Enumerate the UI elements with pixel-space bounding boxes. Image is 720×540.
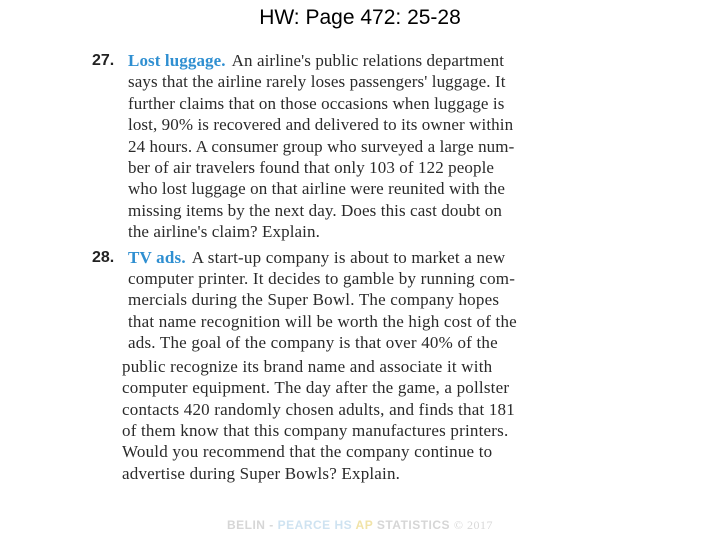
problem-line: Would you recommend that the company continue to xyxy=(122,442,493,462)
problem-line: mercials during the Super Bowl. The company hopes xyxy=(128,290,500,310)
problem-title: TV ads. xyxy=(128,247,186,267)
footer-school: PEARCE HS xyxy=(277,518,356,532)
problem-line: says that the airline rarely loses passengers' luggage. It xyxy=(128,72,506,92)
slide-footer xyxy=(0,518,720,533)
footer-copyright: © 2017 xyxy=(453,518,494,532)
problem-28-continuation xyxy=(92,356,580,484)
slide-title: HW: Page 472: 25-28 xyxy=(259,6,461,29)
problem-line: 24 hours. A consumer group who surveyed a large num- xyxy=(128,136,515,156)
footer-course: AP xyxy=(355,518,377,532)
problem-line: TV ads. A start-up company is about to market a new xyxy=(128,247,506,267)
problem-line: public recognize its brand name and associate it with xyxy=(122,356,493,376)
problem-line: further claims that on those occasions when luggage is xyxy=(128,93,505,113)
problem-line: computer equipment. The day after the game, a pollster xyxy=(122,378,510,398)
problem-line: computer printer. It decides to gamble by running com- xyxy=(128,269,516,289)
problem-line: Lost luggage. An airline's public relations department xyxy=(128,51,505,70)
problem-line: ber of air travelers found that only 103 of 122 people xyxy=(128,158,495,178)
problem-line: missing items by the next day. Does this cast doubt on xyxy=(128,200,503,220)
problem-line: of them know that this company manufactures printers. xyxy=(122,420,509,440)
problem-number: 27. xyxy=(92,52,115,69)
problem-line: advertise during Super Bowls? Explain. xyxy=(122,463,401,483)
problem-27 xyxy=(92,50,580,243)
problem-title: Lost luggage. xyxy=(128,51,226,70)
footer-author: BELIN - xyxy=(226,518,278,532)
problem-line: who lost luggage on that airline were reunited with the xyxy=(128,179,506,199)
textbook-scan xyxy=(92,50,580,486)
problem-line: the airline's claim? Explain. xyxy=(128,222,320,242)
problem-28 xyxy=(92,247,580,354)
footer-subject: STATISTICS xyxy=(376,518,454,532)
problem-line: lost, 90% is recovered and delivered to its owner within xyxy=(128,115,514,135)
problem-line: contacts 420 randomly chosen adults, and finds that 181 xyxy=(122,399,515,419)
problem-number: 28. xyxy=(92,248,115,266)
problem-line: ads. The goal of the company is that over 40% of the xyxy=(128,333,498,353)
problem-line: that name recognition will be worth the high cost of the xyxy=(128,311,517,331)
